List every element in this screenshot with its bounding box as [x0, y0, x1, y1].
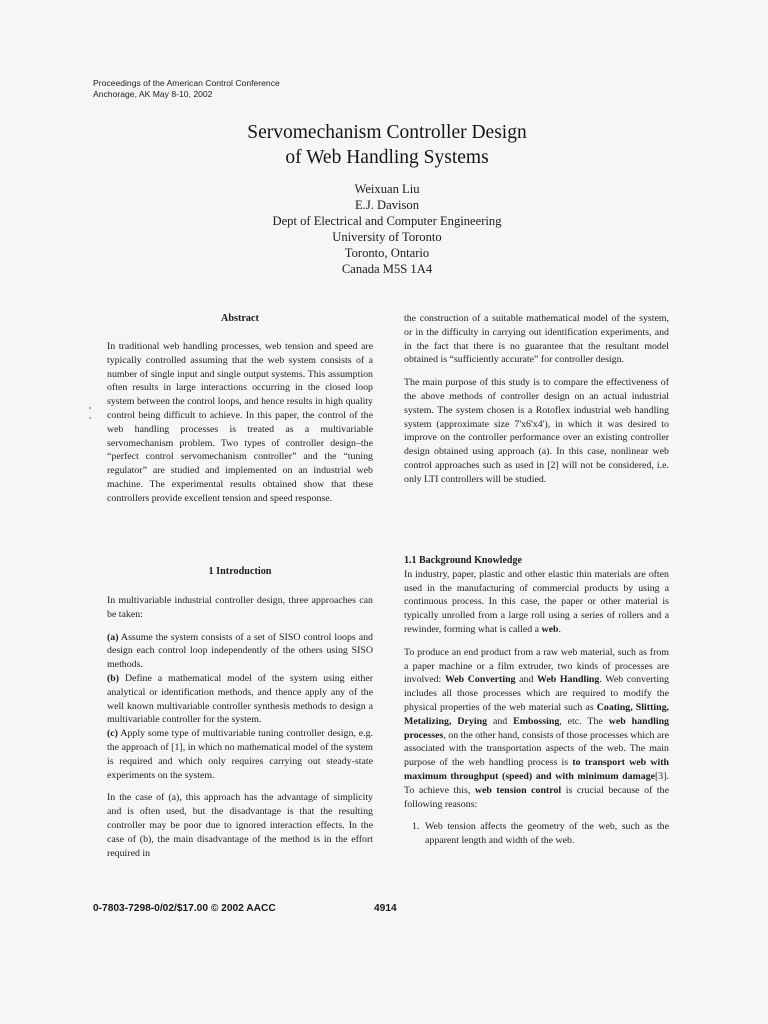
right-column [404, 312, 669, 487]
text-run: . [558, 623, 562, 635]
bold-term: Embossing [513, 715, 560, 727]
item-text: Apply some type of multivariable tuning controller design, e.g. the approach of [1], in which no mathematical model of the system is required and which only requires carrying out steady-state experiments on the system. [107, 728, 373, 781]
text-run: and [515, 674, 538, 686]
approach-a [107, 631, 373, 672]
affiliation-dept: Dept of Electrical and Computer Engineering [272, 214, 502, 229]
approach-c [107, 727, 373, 782]
abstract-section [107, 340, 373, 506]
title-line-2: of Web Handling Systems [285, 147, 489, 168]
paragraph: the construction of a suitable mathematical model of the system, or in the difficulty in carrying out identification experiments, and in the fact that there is no guarantee that the resultant model obtained is “sufficiently accurate” for controller design. [404, 313, 669, 366]
background-section [404, 554, 669, 848]
text-run: is crucial because of the following reasons: [404, 784, 669, 810]
approach-b [107, 672, 373, 727]
bold-term: Web Converting [444, 674, 516, 686]
paragraph: In the case of (a), this approach has the advantage of simplicity and is often used, but the disadvantage is that the resulting controller may be poor due to ignored interaction effects. In the case of (b), the main disadvantage of the method is in the effort required in [107, 792, 373, 859]
affiliation-university: University of Toronto [332, 230, 442, 245]
bold-term: Web Handling [537, 674, 600, 686]
text-run: , on the other hand, consists of those processes which are associated with the transportation aspects of the web. The main purpose of the web handling process is [404, 729, 669, 769]
author-name: Weixuan Liu [354, 182, 420, 196]
text-run: [3]. To achieve this, [404, 770, 669, 796]
author-block [120, 181, 654, 278]
item-label: (b) [107, 672, 120, 684]
conference-location-line: Anchorage, AK May 8-10, 2002 [93, 89, 213, 99]
footer-isbn: 0-7803-7298-0/02/$17.00 © 2002 AACC [93, 903, 276, 914]
list-number: 1. [412, 821, 420, 833]
paragraph [404, 646, 669, 812]
bold-term: web handling processes [404, 715, 669, 741]
paragraph: The main purpose of this study is to compare the effectiveness of the above methods of controller design on an actual industrial system. The system chosen is a Rotoflex industrial web handling system (approximate size 7'x6'x4'), in which it was desired to improve on the controller performance over an existing controller design obtained using approach (a). In this case, nonlinear web control approaches such as used in [2] will not be considered, i.e. only LTI controllers will be studied. [404, 377, 669, 485]
affiliation-city: Toronto, Ontario [344, 246, 430, 261]
item-text: Define a mathematical model of the system using either analytical or identification methods, and thence apply any of the well known multivariable controller synthesis methods to design a multivariable controller for the system. [107, 672, 373, 726]
list-text: Web tension affects the geometry of the web, such as the apparent length and width of the web. [425, 821, 669, 847]
text-run: To produce an end product from a raw web material, such as from a paper machine or a film extruder, two kinds of processes are involved: [404, 646, 669, 686]
item-text: Assume the system consists of a set of SISO control loops and design each control loop independently of the others using SISO methods. [107, 631, 373, 671]
abstract-text: In traditional web handling processes, web tension and speed are typically controlled assuming that the web system consists of a number of single input and single output systems. This assumption often results in large interactions occurring in the closed loop system between the control loops, and hence results in high quality control being difficult to achieve. In this paper, the control of the web handling processes is treated as a multivariable servomechanism problem. Two types of controller design–the “perfect control servomechanism controller” and the “tuning regulator” are studied and implemented on an industrial web machine. The experimental results obtained show that these controllers provide excellent tension and speed response. [107, 341, 373, 504]
author-name: E.J. Davison [354, 198, 419, 213]
bold-term: to transport web with maximum throughput (speed) and with minimum damage [404, 757, 669, 782]
paragraph [404, 568, 669, 637]
abstract-title: Abstract [221, 313, 259, 324]
introduction-section [107, 594, 373, 860]
proceedings-line: Proceedings of the American Control Conference [93, 78, 280, 88]
introduction-heading [107, 565, 373, 579]
scan-specks [86, 404, 94, 424]
bold-term: Coating, Slitting, Metalizing, Drying [404, 701, 670, 727]
text-run: In industry, paper, plastic and other elastic thin materials are often used in the manufacturing of commercial products by using a continuous process. In this case, the paper or other material is typically unrolled from a large roll using a series of rollers and a rewinder, forming what is called a [404, 568, 669, 635]
paper-title [120, 120, 654, 170]
list-item [404, 820, 669, 848]
title-line-1: Servomechanism Controller Design [247, 122, 527, 143]
proceedings-header [93, 78, 280, 100]
section-title: 1 Introduction [208, 566, 272, 577]
item-label: (a) [107, 631, 119, 643]
bold-term: web tension control [474, 784, 562, 796]
paragraph: In multivariable industrial controller design, three approaches can be taken: [107, 595, 373, 620]
text-run: . Web converting includes all those processes which are required to modify the physical properties of the web material such as [404, 674, 669, 713]
abstract-heading [107, 312, 373, 326]
text-run: and [487, 715, 514, 727]
bold-term: web [541, 623, 559, 635]
text-run: , etc. The [559, 715, 609, 727]
subsection-title: 1.1 Background Knowledge [404, 555, 522, 566]
item-label: (c) [107, 728, 118, 740]
affiliation-postal: Canada M5S 1A4 [341, 262, 433, 277]
page-number: 4914 [374, 903, 397, 914]
